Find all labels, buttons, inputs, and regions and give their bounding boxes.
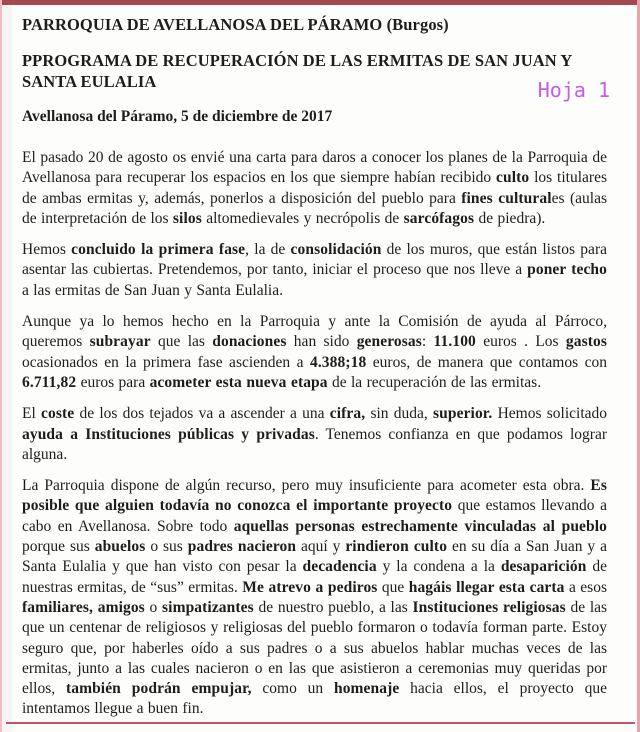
paragraph: Aunque ya lo hemos hecho en la Parroquia y ante la Comisión de ayuda al Párroco, queremos subrayar que las donaciones han sido generosas: 11.100 euros . Los gastos ocasionados en la primera fase ascienden a 4.388;18 euros, de manera que contamos con 6.711,82 euros para acometer esta nueva etapa de la recuperación de las ermitas. bbox=[22, 313, 607, 391]
dateline: Avellanosa del Páramo, 5 de diciembre de 2017 bbox=[22, 108, 333, 125]
parish-title: PARROQUIA DE AVELLANOSA DEL PÁRAMO (Burgos) bbox=[22, 15, 449, 34]
letter-body bbox=[22, 148, 607, 720]
paragraph: El pasado 20 de agosto os envié una carta para daros a conocer los planes de la Parroquia de Avellanosa para recuperar los espacios en los que siempre habían recibido culto los titulares de ambas ermitas y, además, ponerlos a disposición del pueblo para fines culturales (aulas de interpretación de los silos altomedievales y necrópolis de sarcófagos de piedra). bbox=[22, 149, 607, 227]
paragraph: La Parroquia dispone de algún recurso, pero muy insuficiente para acometer esta obra. Es posible que alguien todavía no conozca el importante proyecto que estamos llevando a cabo en Avellanosa. Sobre todo aquellas personas estrechamente vinculadas al pueblo porque sus abuelos o sus padres nacieron aquí y rindieron culto en su día a San Juan y a Santa Eulalia y que han visto con pesar la decadencia y la condena a la desaparición de nuestras ermitas, de “sus” ermitas. Me atrevo a pediros que hagáis llegar esta carta a esos familiares, amigos o simpatizantes de nuestro pueblo, a las Instituciones religiosas de las que un centenar de religiosos y religiosas del pueblo formaron o todavía forman parte. Estoy seguro que, por haberles oído a sus padres o a sus abuelos hablar muchas veces de las ermitas, junto a las cuales nacieron o en las que asistieron a ceremonias muy queridas por ellos, también podrán empujar, como un homenaje hacia ellos, el proyecto que intentamos llegue a buen fin. bbox=[22, 477, 608, 718]
top-border-bar bbox=[0, 0, 640, 5]
scan-shadow bbox=[2, 5, 12, 732]
program-title: PPROGRAMA DE RECUPERACIÓN DE LAS ERMITAS DE SAN JUAN Y SANTA EULALIA bbox=[22, 51, 572, 91]
page-number-label: Hoja 1 bbox=[537, 78, 610, 102]
letter-content bbox=[22, 12, 607, 731]
left-border bbox=[0, 0, 2, 732]
paragraph: El coste de los dos tejados va a ascender a una cifra, sin duda, superior. Hemos solicitado ayuda a Instituciones públicas y privadas. Tenemos confianza en que podamos lograr alguna. bbox=[22, 405, 607, 463]
paragraph: Hemos concluido la primera fase, la de consolidación de los muros, que están listos para asentar las cubiertas. Pretendemos, por tanto, iniciar el proceso que nos lleve a poner techo a las ermitas de San Juan y Santa Eulalia. bbox=[22, 241, 607, 299]
